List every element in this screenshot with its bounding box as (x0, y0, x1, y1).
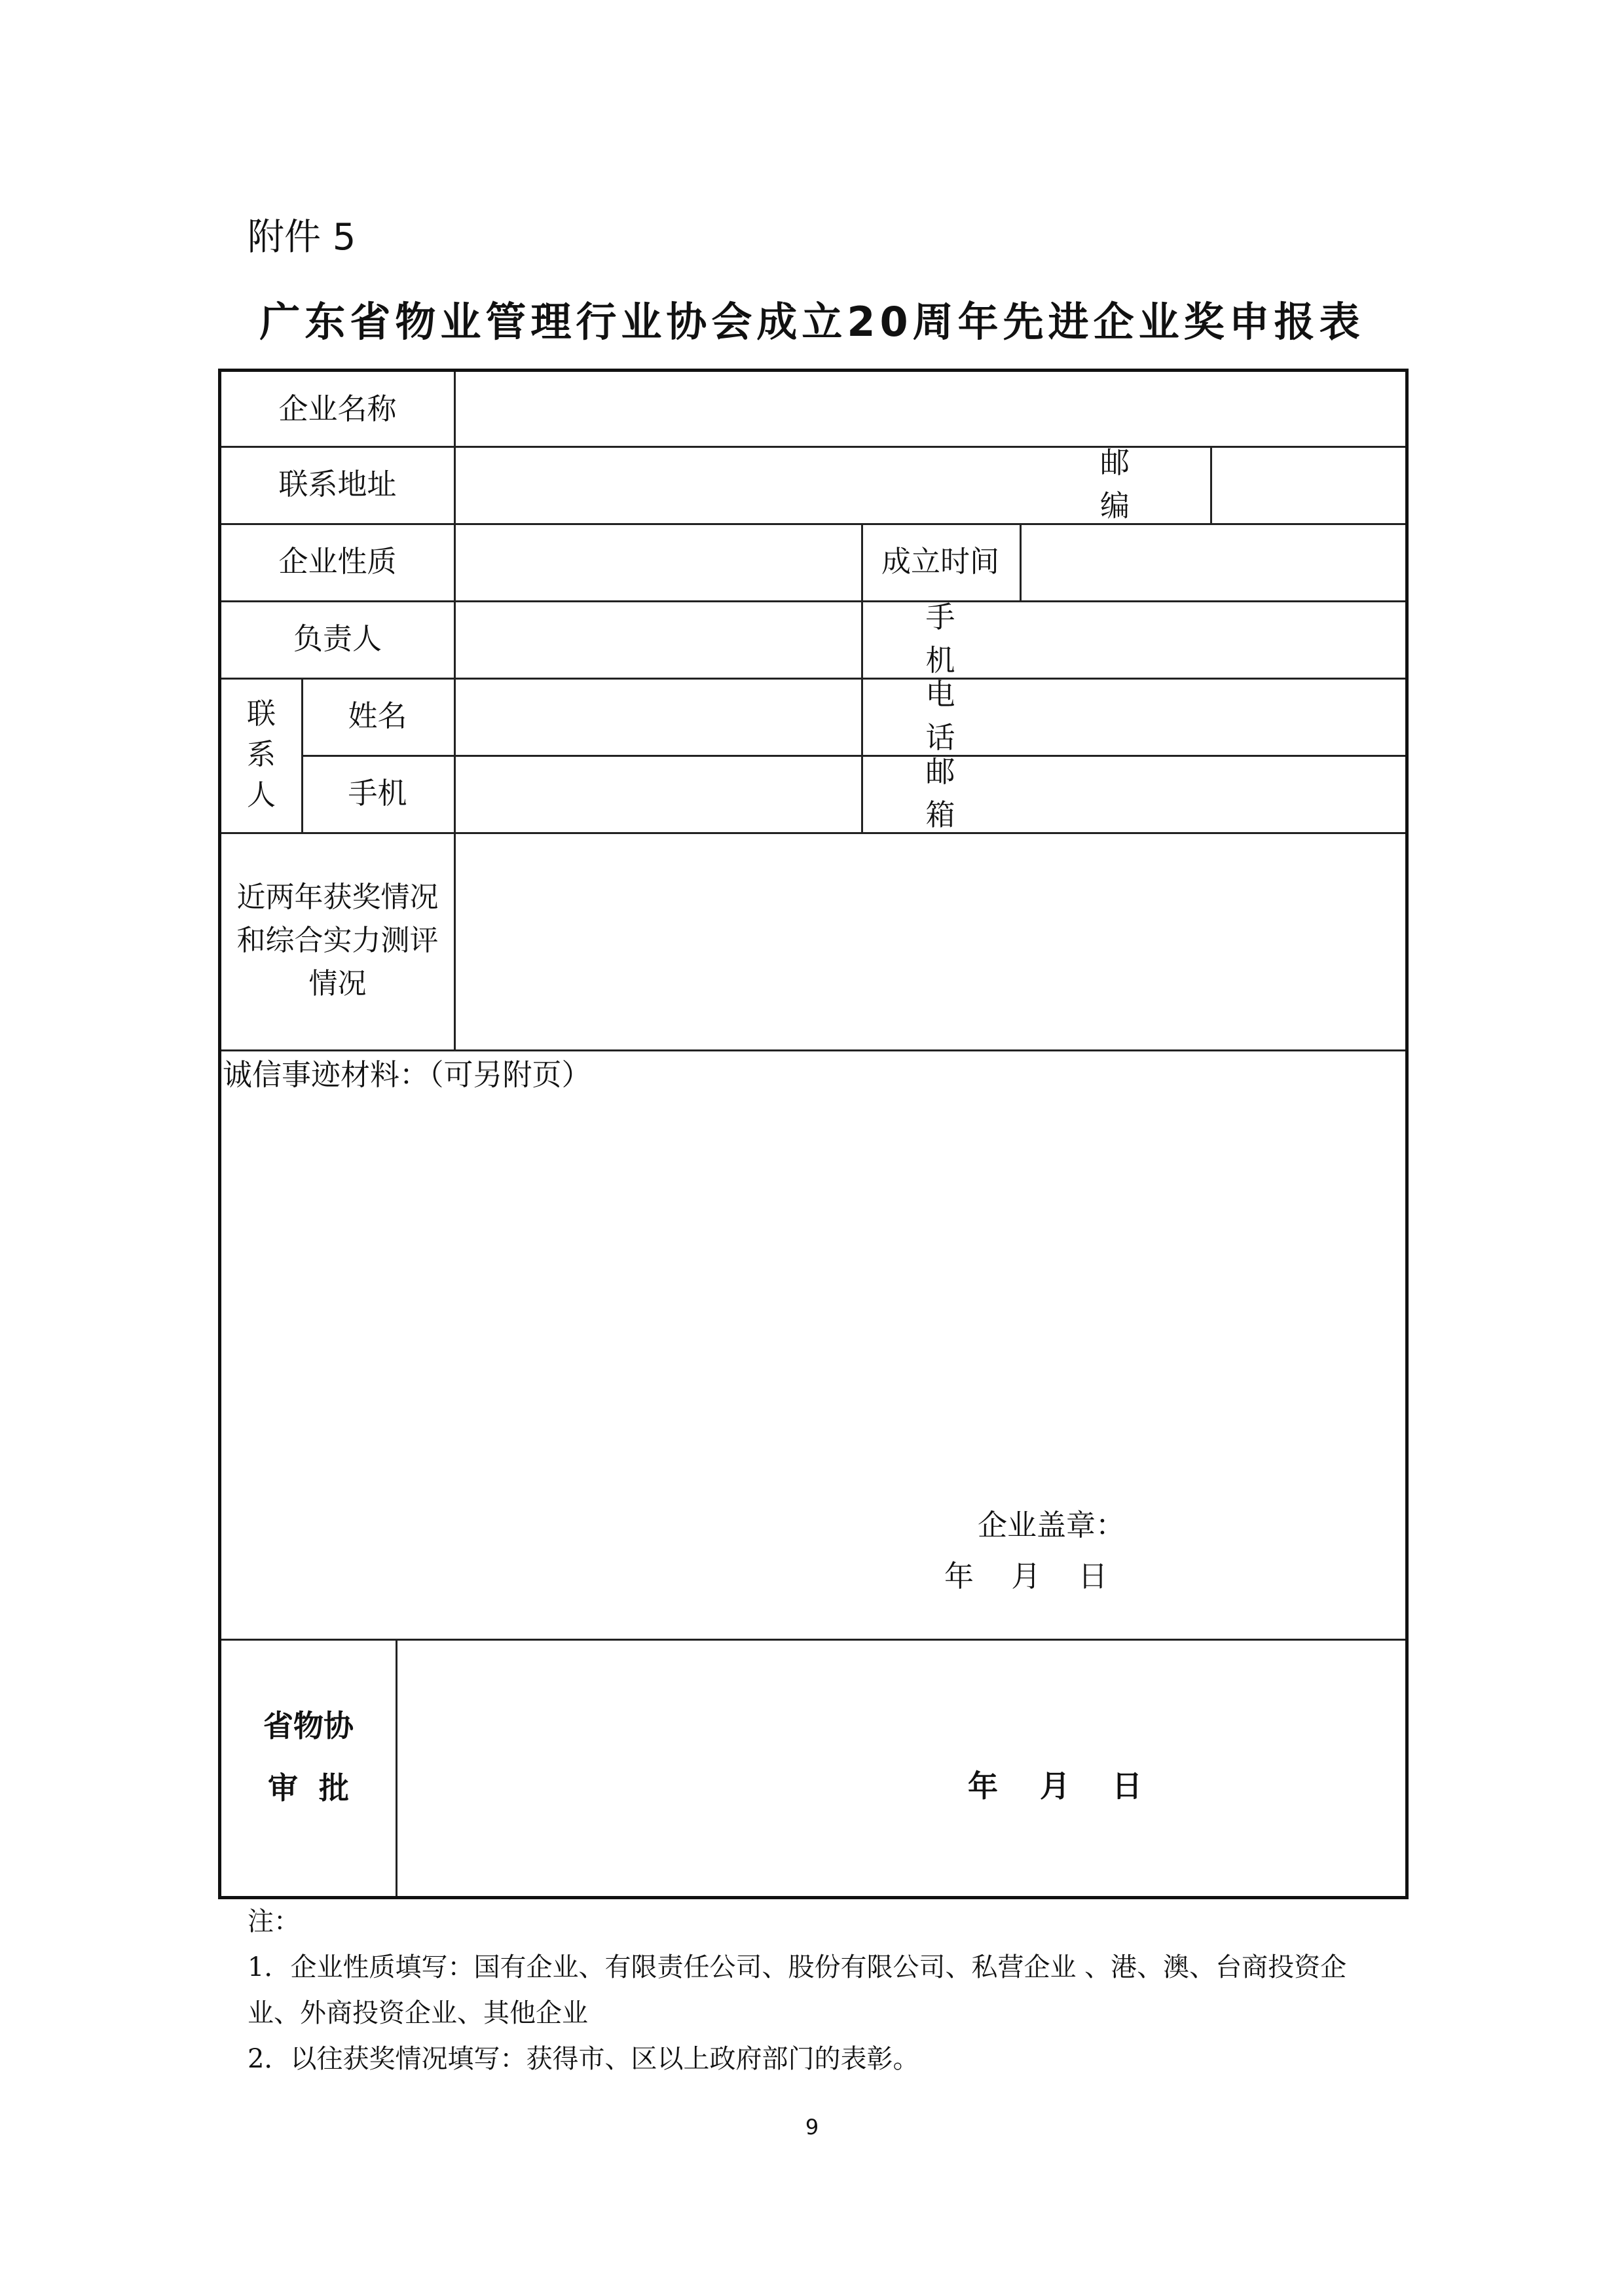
row-divider (221, 1639, 1405, 1641)
page-number: 9 (805, 2115, 819, 2140)
col-divider (396, 1639, 397, 1896)
note-line-1: 1．企业性质填写：国有企业、有限责任公司、股份有限公司、私营企业 、港、澳、台商投资企业、外商投资企业、其他企业 (248, 1952, 1347, 2028)
attachment-label: 附件 5 (248, 216, 356, 259)
seal-date: 年 月 日 (944, 1559, 1108, 1594)
company-name-label: 企业名称 (278, 391, 397, 426)
approval-label-2: 审 批 (267, 1770, 350, 1806)
contact-group-text: 联系人 (247, 697, 276, 812)
approval-label-1: 省物协 (263, 1708, 354, 1743)
col-divider (454, 372, 456, 1050)
company-seal-label: 企业盖章： (978, 1508, 1126, 1542)
row-divider (301, 755, 1405, 757)
contact-mobile-label: 手机 (348, 776, 407, 811)
form-title: 广东省物业管理行业协会成立20周年先进企业奖申报表 (259, 298, 1365, 346)
founded-label: 成立时间 (881, 544, 999, 579)
notes-label: 注： (248, 1906, 300, 1937)
postcode-label: 邮 编 (1099, 445, 1179, 523)
approval-date: 年 月 日 (968, 1768, 1143, 1804)
col-divider (1210, 446, 1212, 524)
contact-name-label: 姓名 (348, 699, 407, 733)
company-type-label: 企业性质 (278, 544, 397, 579)
email-label: 邮 箱 (925, 754, 1005, 832)
phone-label: 电 话 (925, 677, 1005, 755)
contact-group-label (221, 678, 301, 832)
person-in-charge-label: 负责人 (293, 621, 382, 656)
row-divider (221, 1049, 1405, 1051)
address-label: 联系地址 (278, 467, 397, 501)
mobile-label: 手 机 (925, 600, 1005, 678)
application-form (218, 369, 1409, 1899)
awards-text: 近两年获奖情况和综合实力测评情况 (236, 881, 439, 1000)
awards-label (221, 832, 454, 1049)
note-line-2: 2．以往获奖情况填写：获得市、区以上政府部门的表彰。 (248, 2044, 919, 2074)
integrity-label: 诚信事迹材料：（可另附页） (223, 1057, 591, 1092)
col-divider (1020, 523, 1022, 601)
